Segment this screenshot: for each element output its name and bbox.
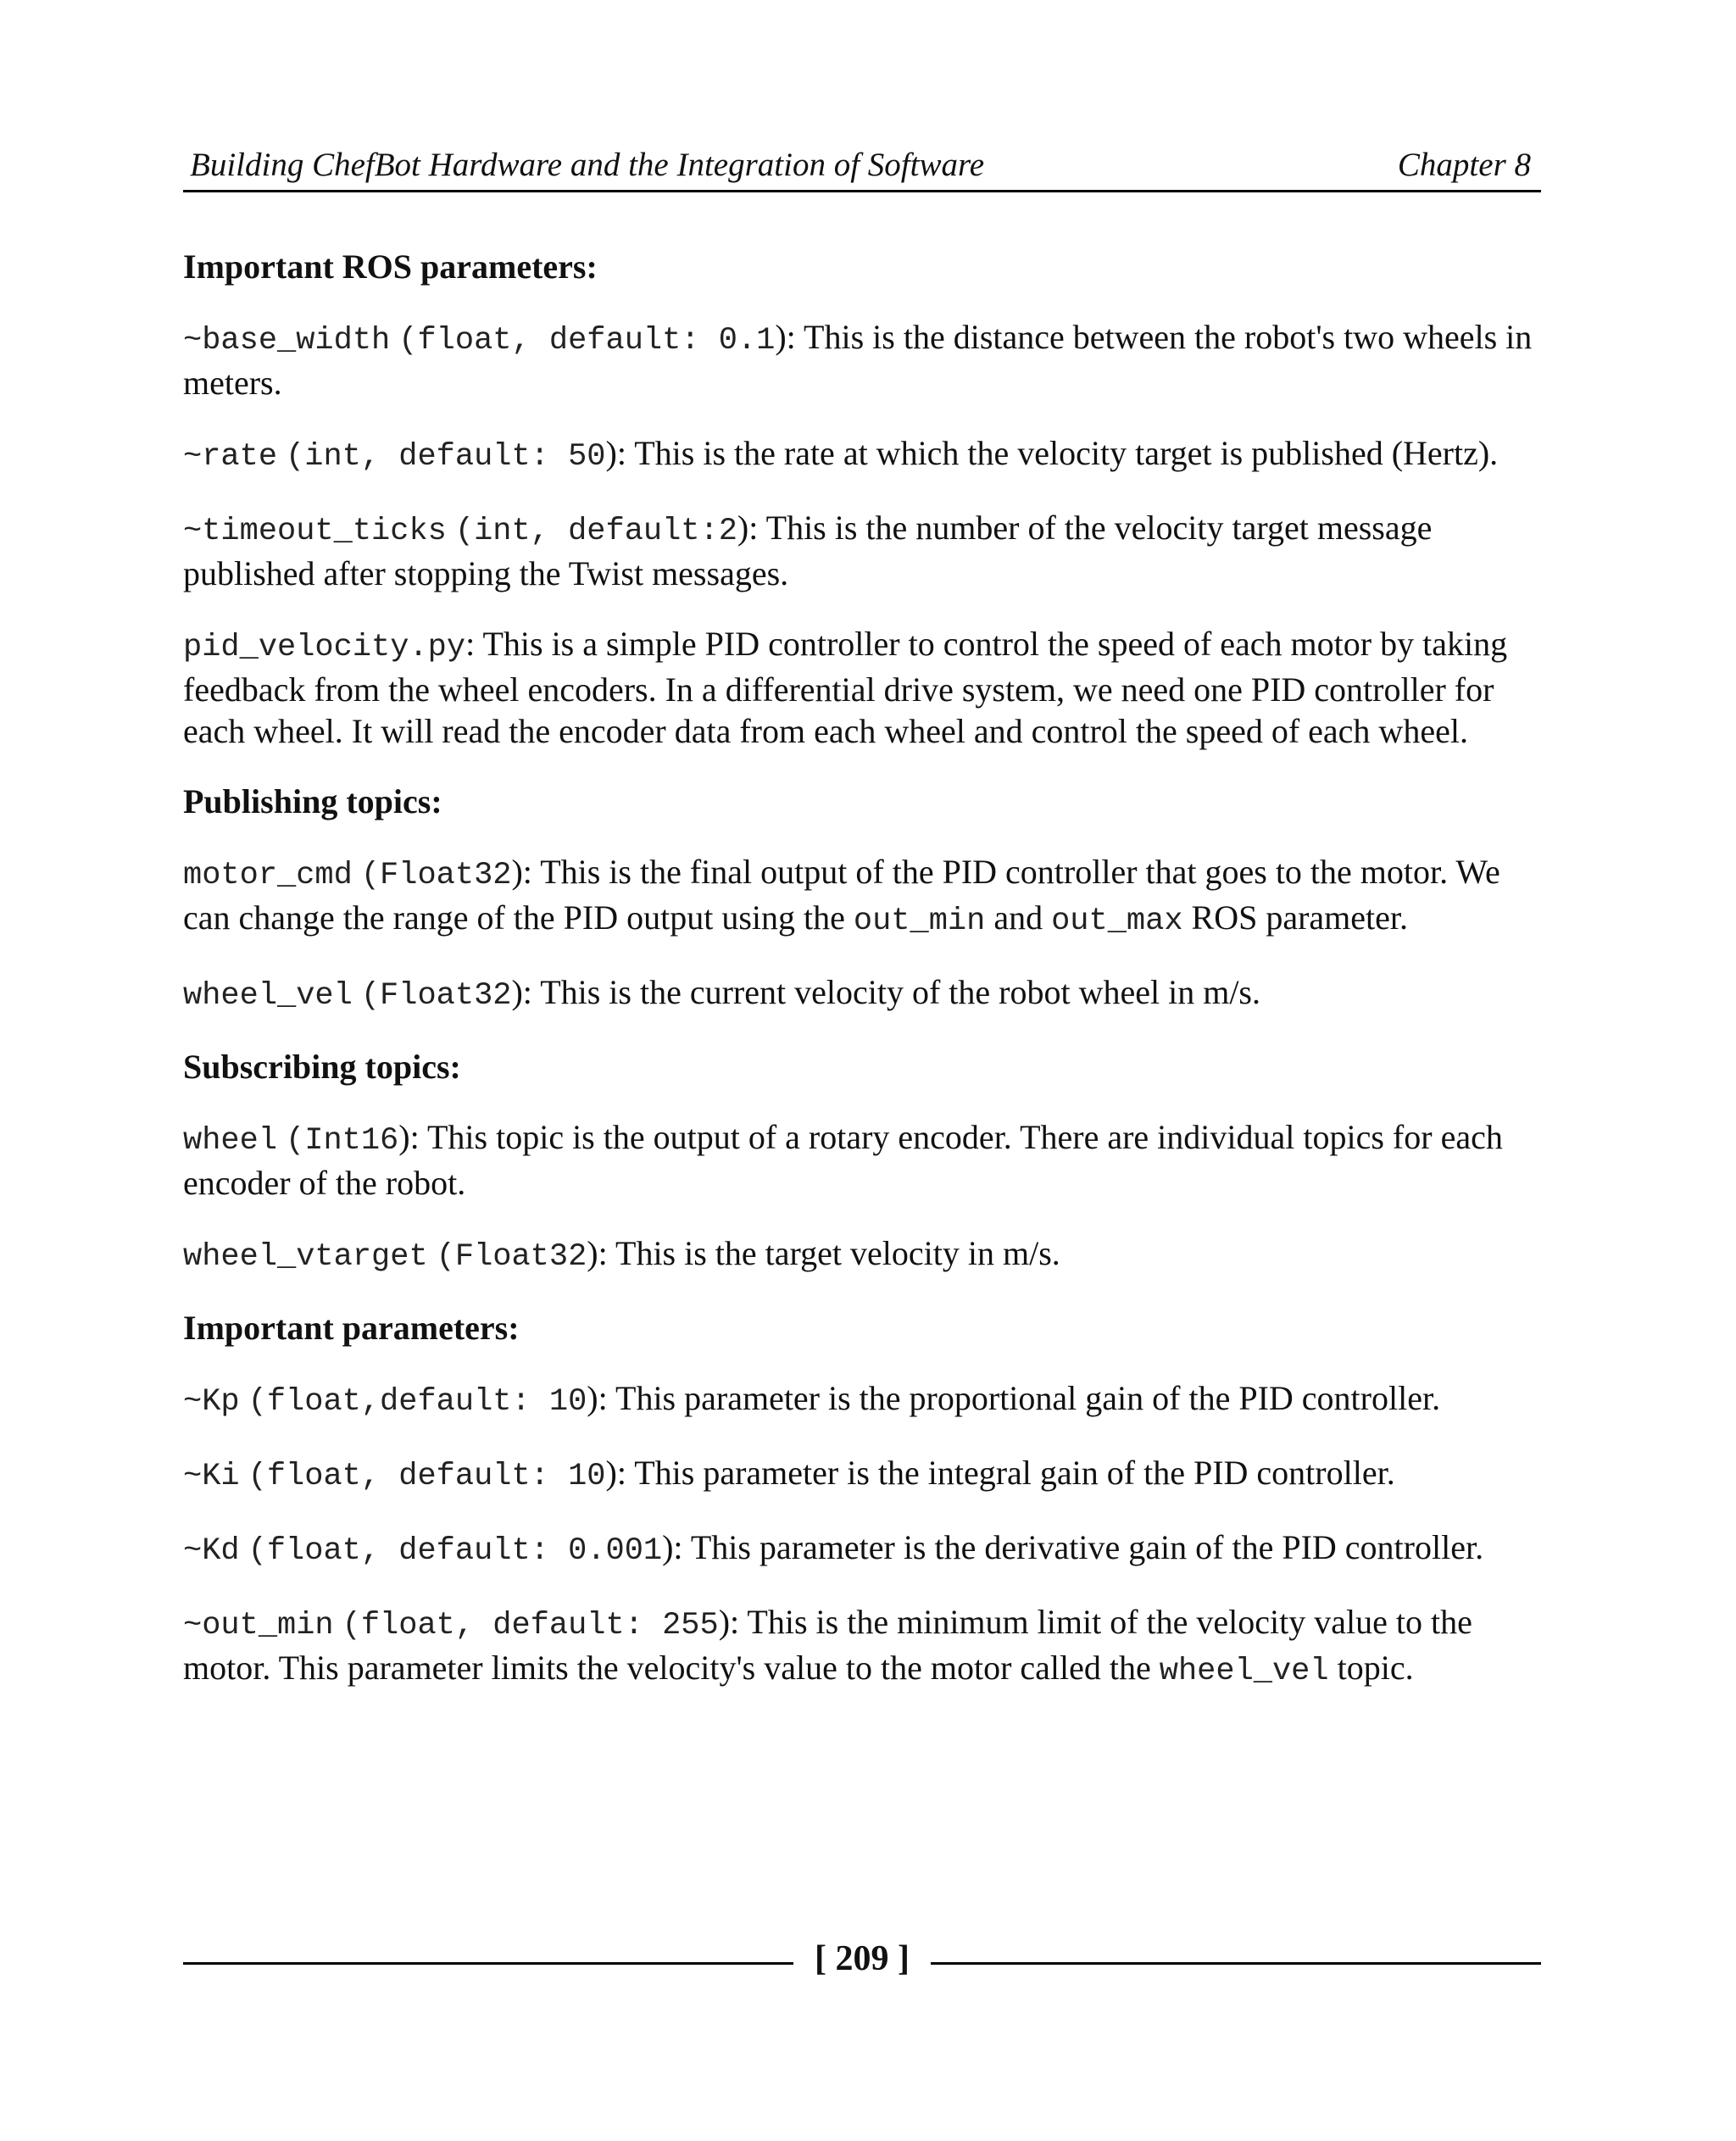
section-heading-subscribing-topics: Subscribing topics: xyxy=(183,1048,461,1086)
paragraph-out-min xyxy=(183,1601,1548,1693)
paragraph-wheel xyxy=(183,1116,1548,1204)
param-description: ): This is the minimum limit of the velocity value to the motor. This parameter limits the velocity's value to the motor called the xyxy=(183,1603,1472,1687)
param-type: (float,default: 10 xyxy=(248,1384,587,1420)
topic-type: (Float32 xyxy=(360,858,512,893)
topic-name: wheel_vel xyxy=(183,978,353,1014)
page-footer xyxy=(183,1937,1541,1988)
param-description-end: topic. xyxy=(1328,1649,1414,1687)
paragraph-motor-cmd xyxy=(183,851,1548,943)
topic-type: (Int16 xyxy=(286,1123,399,1159)
param-description: ): This is the number of the velocity target message published after stopping the Twist messages. xyxy=(183,509,1433,592)
param-description: ): This is the distance between the robot's two wheels in meters. xyxy=(183,318,1533,402)
paragraph-wheel-vel xyxy=(183,971,1548,1017)
header-chapter: Chapter 8 xyxy=(1397,147,1531,183)
param-name: ~out_min xyxy=(183,1608,334,1643)
section-heading-ros-parameters: Important ROS parameters: xyxy=(183,247,598,286)
param-name: ~rate xyxy=(183,439,278,475)
section-heading-important-parameters: Important parameters: xyxy=(183,1309,520,1347)
param-type: (int, default:2 xyxy=(454,514,737,549)
footer-rule-right xyxy=(931,1962,1541,1965)
param-name: ~timeout_ticks xyxy=(183,514,447,549)
running-header xyxy=(183,146,1541,192)
param-name: ~base_width xyxy=(183,323,391,359)
script-description: : This is a simple PID controller to control the speed of each motor by taking feedback from the wheel encoders. In a differential drive system, we need one PID controller for each wheel. It will read the encoder data from each wheel and control the speed of each wheel. xyxy=(183,625,1508,750)
topic-description: ): This is the current velocity of the robot wheel in m/s. xyxy=(511,973,1260,1011)
param-name: ~Kd xyxy=(183,1533,240,1569)
topic-name: wheel_vtarget xyxy=(183,1239,428,1275)
param-name: ~Ki xyxy=(183,1459,240,1494)
page-body xyxy=(183,246,1548,1721)
script-name: pid_velocity.py xyxy=(183,630,466,665)
param-type: (float, default: 255 xyxy=(342,1608,719,1643)
topic-description: ): This is the final output of the PID controller that goes to the motor. We can change the range of the PID output using the xyxy=(183,853,1500,937)
param-name: ~Kp xyxy=(183,1384,240,1420)
paragraph-base-width xyxy=(183,316,1548,403)
topic-name: motor_cmd xyxy=(183,858,353,893)
param-type: (float, default: 0.1 xyxy=(398,323,776,359)
page-number: [ 209 ] xyxy=(815,1939,910,1978)
paragraph-pid-velocity xyxy=(183,623,1548,752)
param-type: (float, default: 10 xyxy=(248,1459,606,1494)
topic-description: ): This topic is the output of a rotary encoder. There are individual topics for each encoder of the robot. xyxy=(183,1118,1503,1202)
topic-description-cont: and xyxy=(985,898,1052,937)
param-type: (float, default: 0.001 xyxy=(248,1533,663,1569)
section-heading-publishing-topics: Publishing topics: xyxy=(183,782,442,820)
param-description: ): This is the rate at which the velocity target is published (Hertz). xyxy=(605,434,1499,472)
inline-code-out-max: out_max xyxy=(1051,904,1183,939)
param-description: ): This parameter is the derivative gain of the PID controller. xyxy=(662,1528,1484,1566)
topic-type: (Float32 xyxy=(360,978,512,1014)
topic-description: ): This is the target velocity in m/s. xyxy=(587,1234,1060,1272)
paragraph-timeout-ticks xyxy=(183,507,1548,594)
paragraph-kd xyxy=(183,1527,1548,1572)
header-book-title: Building ChefBot Hardware and the Integration of Software xyxy=(190,147,985,183)
paragraph-wheel-vtarget xyxy=(183,1232,1548,1278)
inline-code-wheel-vel: wheel_vel xyxy=(1159,1654,1329,1689)
param-type: (int, default: 50 xyxy=(286,439,606,475)
inline-code-out-min: out_min xyxy=(853,904,986,939)
paragraph-rate xyxy=(183,432,1548,478)
param-description: ): This parameter is the integral gain of the PID controller. xyxy=(605,1454,1395,1492)
paragraph-kp xyxy=(183,1377,1548,1423)
topic-description-end: ROS parameter. xyxy=(1182,898,1409,937)
topic-type: (Float32 xyxy=(436,1239,587,1275)
param-description: ): This parameter is the proportional gain of the PID controller. xyxy=(587,1379,1441,1417)
paragraph-ki xyxy=(183,1452,1548,1498)
topic-name: wheel xyxy=(183,1123,278,1159)
